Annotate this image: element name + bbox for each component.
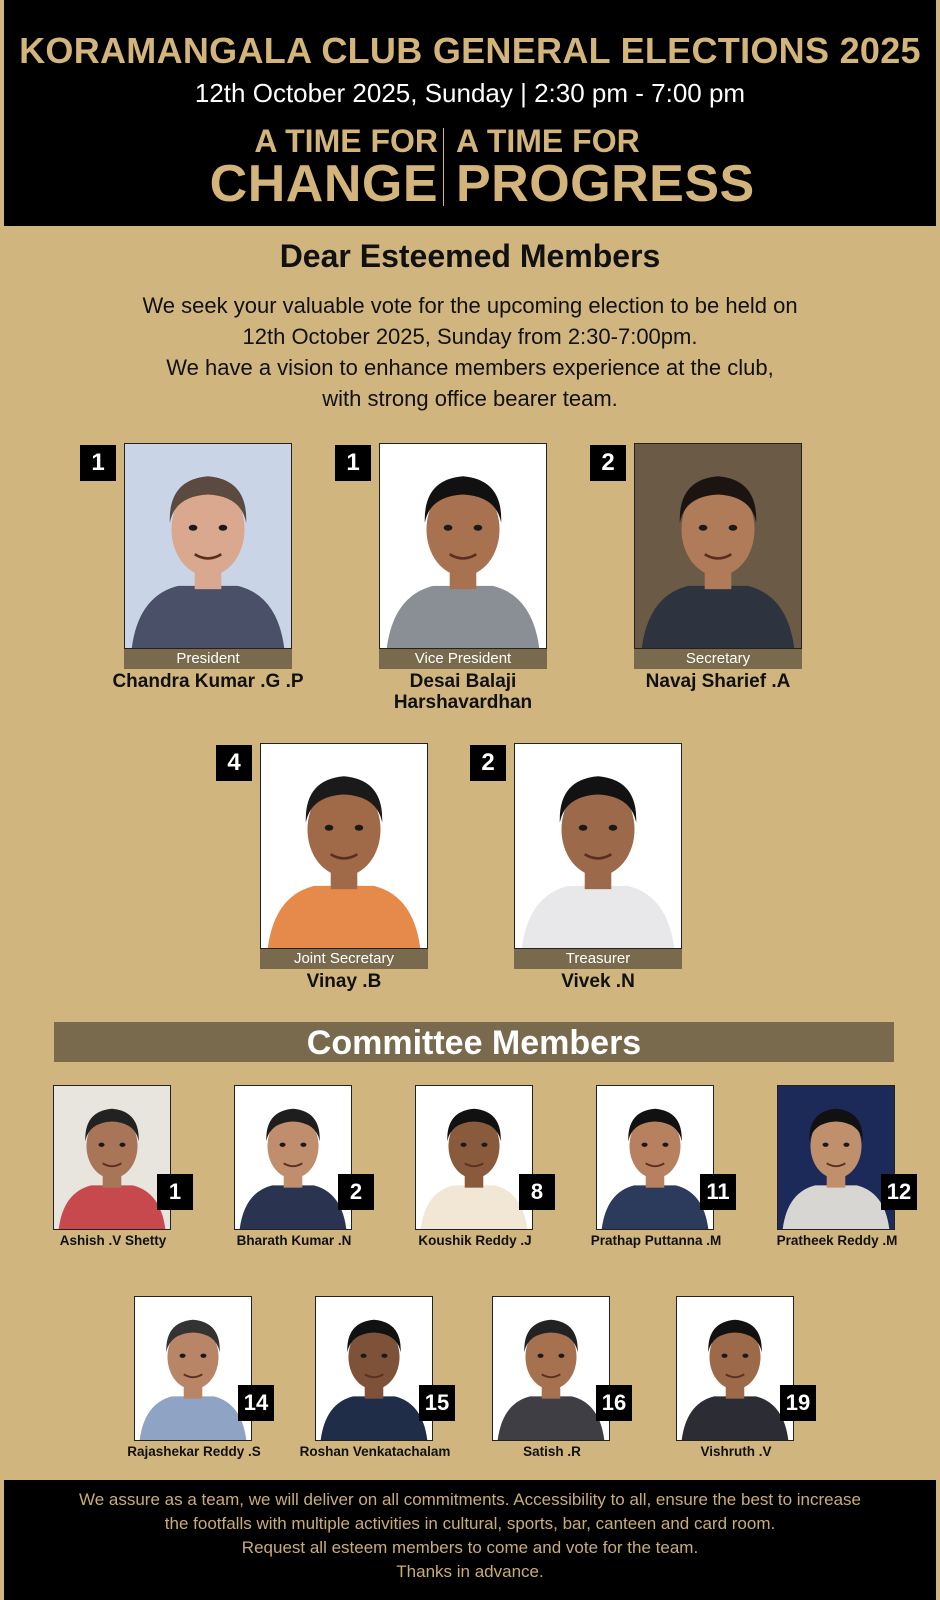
slogan-change (209, 123, 438, 213)
portrait-illustration (635, 444, 801, 648)
election-title: KORAMANGALA CLUB GENERAL ELECTIONS 2025 (19, 30, 921, 71)
ballot-number-badge: 1 (157, 1174, 193, 1210)
eye-shape (481, 1143, 487, 1147)
footer-line: Request all esteem members to come and vote for the team. (241, 1538, 699, 1557)
candidate-name (84, 671, 332, 692)
eye-shape (99, 1143, 105, 1147)
slogan-left-big: CHANGE (209, 155, 438, 213)
portrait-illustration (597, 1086, 713, 1229)
ballot-number-badge: 12 (881, 1174, 917, 1210)
footer-line: the footfalls with multiple activities in cultural, sports, bar, canteen and card room. (164, 1514, 776, 1533)
candidate-name-line: Vivek .N (561, 971, 635, 992)
role-label: Joint Secretary (260, 949, 428, 969)
ballot-number-badge: 2 (470, 745, 506, 781)
candidate-name-line: Vinay .B (306, 971, 382, 992)
intro-line: We have a vision to enhance members experience at the club, (166, 355, 774, 380)
greeting-heading: Dear Esteemed Members (279, 238, 661, 274)
eye-shape (280, 1143, 286, 1147)
eye-shape (722, 1354, 728, 1358)
candidate-name-line: Chandra Kumar .G .P (112, 671, 304, 692)
intro-paragraph (4, 290, 936, 414)
eye-shape (474, 525, 483, 531)
ballot-number-badge: 14 (238, 1385, 274, 1421)
eye-shape (219, 525, 228, 531)
eye-shape (461, 1143, 467, 1147)
portrait-illustration (261, 744, 427, 948)
eye-shape (742, 1354, 748, 1358)
portrait-illustration (677, 1297, 793, 1440)
eye-shape (843, 1143, 849, 1147)
member-photo (596, 1085, 714, 1230)
eye-shape (119, 1143, 125, 1147)
portrait-illustration (235, 1086, 351, 1229)
eye-shape (361, 1354, 367, 1358)
candidate-name-line: Harshavardhan (393, 692, 533, 713)
header-banner (4, 0, 936, 226)
poster (4, 0, 936, 1600)
election-date-time: 12th October 2025, Sunday | 2:30 pm - 7:00 pm (194, 78, 746, 108)
portrait-illustration (54, 1086, 170, 1229)
committee-heading: Committee Members (306, 1024, 642, 1062)
member-name: Roshan Venkatachalam (299, 1444, 451, 1459)
eye-shape (200, 1354, 206, 1358)
candidate-photo (379, 443, 547, 649)
candidate-name (220, 971, 468, 992)
slogan-right-big: PROGRESS (456, 155, 755, 213)
member-name: Koushik Reddy .J (418, 1233, 532, 1248)
candidate-name-line: Navaj Sharief .A (645, 671, 791, 692)
member-photo (134, 1296, 252, 1441)
member-photo (234, 1085, 352, 1230)
member-name: Pratheek Reddy .M (776, 1233, 898, 1248)
ballot-number-badge: 15 (419, 1385, 455, 1421)
ballot-number-badge: 16 (596, 1385, 632, 1421)
eye-shape (538, 1354, 544, 1358)
slogan-divider (443, 128, 444, 206)
ballot-number-badge: 2 (338, 1174, 374, 1210)
eye-shape (444, 525, 453, 531)
portrait-illustration (778, 1086, 894, 1229)
member-photo (315, 1296, 433, 1441)
eye-shape (729, 525, 738, 531)
ballot-number-badge: 8 (519, 1174, 555, 1210)
member-photo (676, 1296, 794, 1441)
ballot-number-badge: 1 (80, 445, 116, 481)
portrait-illustration (135, 1297, 251, 1440)
intro-line: with strong office bearer team. (322, 386, 618, 411)
role-label: Treasurer (514, 949, 682, 969)
footer-banner (4, 1480, 936, 1600)
committee-heading-bar (54, 1022, 894, 1062)
portrait-illustration (515, 744, 681, 948)
slogan-right-small: A TIME FOR (456, 123, 640, 159)
candidate-photo (514, 743, 682, 949)
eye-shape (642, 1143, 648, 1147)
eye-shape (699, 525, 708, 531)
slogan-left-small: A TIME FOR (254, 123, 438, 159)
member-name: Ashish .V Shetty (59, 1233, 167, 1248)
candidate-name (594, 671, 842, 692)
role-label: President (124, 649, 292, 669)
candidate-photo (634, 443, 802, 649)
eye-shape (579, 825, 588, 831)
eye-shape (381, 1354, 387, 1358)
intro-line: We seek your valuable vote for the upcoming election to be held on (142, 293, 798, 318)
portrait-illustration (416, 1086, 532, 1229)
portrait-illustration (125, 444, 291, 648)
eye-shape (355, 825, 364, 831)
member-photo (415, 1085, 533, 1230)
candidate-name-line: Desai Balaji (409, 671, 517, 692)
portrait-illustration (380, 444, 546, 648)
ballot-number-badge: 11 (700, 1174, 736, 1210)
member-photo (492, 1296, 610, 1441)
eye-shape (823, 1143, 829, 1147)
eye-shape (662, 1143, 668, 1147)
eye-shape (300, 1143, 306, 1147)
candidate-name (474, 971, 722, 992)
candidate-photo (260, 743, 428, 949)
candidate-photo (124, 443, 292, 649)
intro-line: 12th October 2025, Sunday from 2:30-7:00pm. (242, 324, 698, 349)
portrait-illustration (316, 1297, 432, 1440)
eye-shape (325, 825, 334, 831)
ballot-number-badge: 1 (335, 445, 371, 481)
role-label: Vice President (379, 649, 547, 669)
member-name: Bharath Kumar .N (236, 1233, 352, 1248)
eye-shape (558, 1354, 564, 1358)
ballot-number-badge: 2 (590, 445, 626, 481)
slogan-progress (456, 123, 755, 213)
eye-shape (180, 1354, 186, 1358)
ballot-number-badge: 4 (216, 745, 252, 781)
member-photo (53, 1085, 171, 1230)
member-name: Prathap Puttanna .M (590, 1233, 722, 1248)
role-label: Secretary (634, 649, 802, 669)
candidate-name (339, 671, 587, 713)
footer-message (4, 1488, 936, 1584)
member-name: Satish .R (523, 1444, 581, 1459)
footer-line: Thanks in advance. (396, 1562, 544, 1581)
eye-shape (189, 525, 198, 531)
member-photo (777, 1085, 895, 1230)
member-name: Rajashekar Reddy .S (127, 1444, 261, 1459)
eye-shape (609, 825, 618, 831)
portrait-illustration (493, 1297, 609, 1440)
ballot-number-badge: 19 (780, 1385, 816, 1421)
member-name: Vishruth .V (700, 1444, 772, 1459)
footer-line: We assure as a team, we will deliver on all commitments. Accessibility to all, ensure the best to increase (78, 1490, 862, 1509)
